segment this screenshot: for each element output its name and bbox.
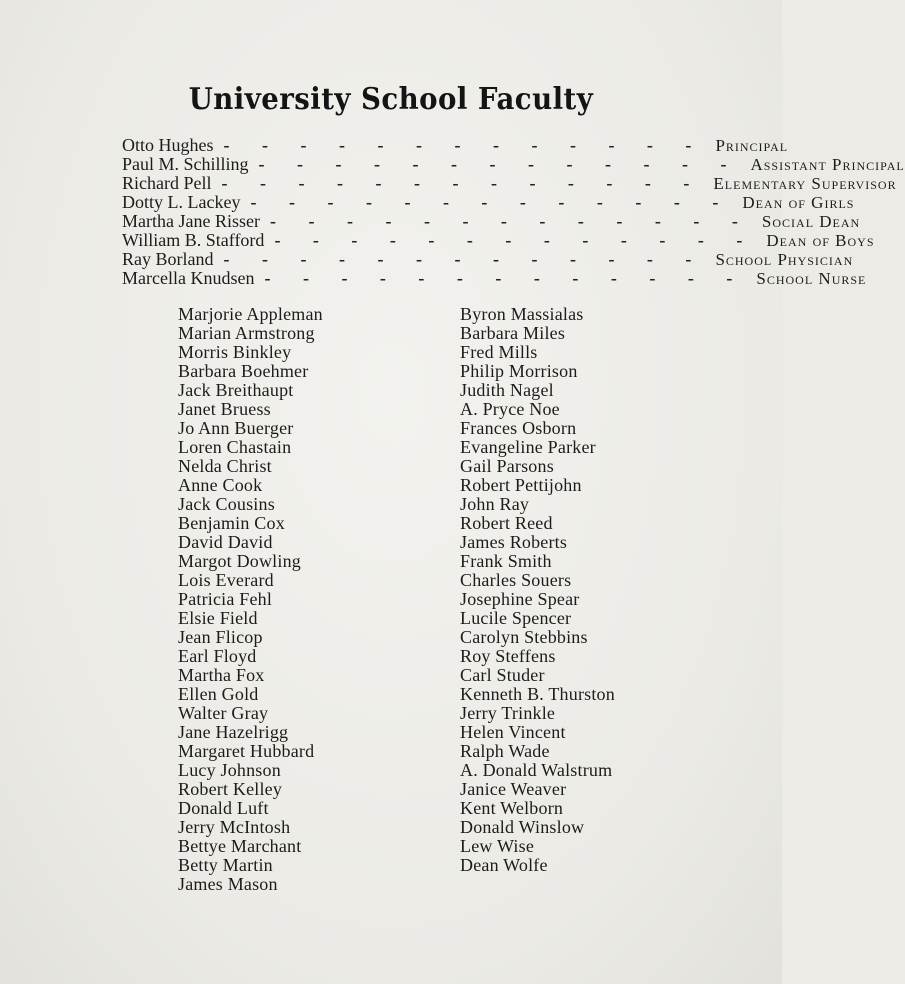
faculty-name: Loren Chastain [178, 437, 292, 457]
officer-name: Richard Pell [122, 173, 212, 193]
faculty-name: Janice Weaver [460, 779, 567, 799]
faculty-name: Patricia Fehl [178, 589, 273, 609]
faculty-name: James Mason [178, 874, 278, 894]
officer-role: Dean of Boys [766, 231, 875, 250]
faculty-name: Jack Breithaupt [178, 380, 294, 400]
officer-role: School Physician [715, 250, 854, 269]
faculty-name: Jack Cousins [178, 494, 275, 514]
faculty-name: Robert Reed [460, 513, 553, 533]
faculty-name: Anne Cook [178, 475, 263, 495]
faculty-name: Helen Vincent [460, 722, 566, 742]
officer-row [122, 154, 905, 174]
faculty-name: Frances Osborn [460, 418, 577, 438]
faculty-name: Lucile Spencer [460, 608, 572, 628]
dot-leader: - - - - - - - - - - - - - [221, 173, 704, 193]
faculty-name: Kent Welborn [460, 798, 564, 818]
faculty-name: Betty Martin [178, 855, 273, 875]
officer-role: Social Dean [761, 212, 861, 231]
officers-list [122, 135, 905, 288]
faculty-name: Charles Souers [460, 570, 572, 590]
faculty-name: Gail Parsons [460, 456, 554, 476]
faculty-name: Josephine Spear [460, 589, 580, 609]
faculty-column-right [460, 305, 615, 875]
faculty-name: Donald Luft [178, 798, 269, 818]
faculty-name: Nelda Christ [178, 456, 272, 476]
faculty-name: Evangeline Parker [460, 437, 596, 457]
dot-leader: - - - - - - - - - - - - - [274, 230, 757, 250]
faculty-name: Morris Binkley [178, 342, 292, 362]
faculty-name: Earl Floyd [178, 646, 257, 666]
faculty-name: A. Pryce Noe [460, 399, 560, 419]
officer-row [122, 192, 855, 212]
faculty-name: Robert Kelley [178, 779, 283, 799]
dot-leader: - - - - - - - - - - - - - [264, 268, 747, 288]
dot-leader: - - - - - - - - - - - - - [258, 154, 741, 174]
officer-role: Principal [715, 136, 789, 155]
officer-name: Otto Hughes [122, 135, 214, 155]
faculty-name: Margaret Hubbard [178, 741, 315, 761]
faculty-name: Donald Winslow [460, 817, 585, 837]
officer-name: Martha Jane Risser [122, 211, 260, 231]
faculty-name: Lucy Johnson [178, 760, 281, 780]
faculty-name: Ralph Wade [460, 741, 550, 761]
faculty-name: Ellen Gold [178, 684, 259, 704]
officer-name: Dotty L. Lackey [122, 192, 241, 212]
faculty-name: Jean Flicop [178, 627, 263, 647]
officer-row [122, 173, 897, 193]
officer-role: Dean of Girls [742, 193, 855, 212]
faculty-name: Fred Mills [460, 342, 538, 362]
dot-leader: - - - - - - - - - - - - - [223, 249, 706, 269]
faculty-name: Elsie Field [178, 608, 258, 628]
faculty-name: Marjorie Appleman [178, 304, 323, 324]
officer-name: Marcella Knudsen [122, 268, 255, 288]
faculty-name: Walter Gray [178, 703, 269, 723]
faculty-name: Roy Steffens [460, 646, 556, 666]
dot-leader: - - - - - - - - - - - - - [269, 211, 752, 231]
faculty-name: Kenneth B. Thurston [460, 684, 615, 704]
page-title: University School Faculty [188, 82, 594, 117]
officer-row [122, 230, 875, 250]
officer-name: William B. Stafford [122, 230, 265, 250]
faculty-name: Marian Armstrong [178, 323, 315, 343]
faculty-name: Dean Wolfe [460, 855, 548, 875]
faculty-name: Barbara Boehmer [178, 361, 309, 381]
faculty-name: A. Donald Walstrum [460, 760, 613, 780]
faculty-name: Carolyn Stebbins [460, 627, 588, 647]
faculty-name: James Roberts [460, 532, 568, 552]
faculty-name: Janet Bruess [178, 399, 271, 419]
faculty-name: Benjamin Cox [178, 513, 285, 533]
faculty-name: Carl Studer [460, 665, 545, 685]
faculty-column-left [178, 305, 323, 894]
faculty-name: David David [178, 532, 273, 552]
faculty-name: Barbara Miles [460, 323, 566, 343]
faculty-name: Jane Hazelrigg [178, 722, 289, 742]
faculty-name: Jerry McIntosh [178, 817, 291, 837]
officer-row [122, 249, 854, 269]
faculty-name: Robert Pettijohn [460, 475, 582, 495]
officer-role: Elementary Supervisor [713, 174, 897, 193]
faculty-name: Martha Fox [178, 665, 265, 685]
faculty-name: Lew Wise [460, 836, 535, 856]
faculty-name: Margot Dowling [178, 551, 301, 571]
officer-name: Ray Borland [122, 249, 214, 269]
dot-leader: - - - - - - - - - - - - - [250, 192, 733, 212]
faculty-name: Lois Everard [178, 570, 274, 590]
faculty-name: Jerry Trinkle [460, 703, 556, 723]
officer-row [122, 211, 861, 231]
officer-role: Assistant Principal [750, 155, 905, 174]
faculty-name: John Ray [460, 494, 530, 514]
officer-row [122, 268, 867, 288]
officer-name: Paul M. Schilling [122, 154, 249, 174]
faculty-name: Bettye Marchant [178, 836, 302, 856]
faculty-name: Judith Nagel [460, 380, 554, 400]
officer-row [122, 135, 789, 155]
dot-leader: - - - - - - - - - - - - - [223, 135, 706, 155]
officer-role: School Nurse [756, 269, 867, 288]
faculty-name: Frank Smith [460, 551, 552, 571]
faculty-name: Jo Ann Buerger [178, 418, 294, 438]
faculty-name: Philip Morrison [460, 361, 578, 381]
faculty-name: Byron Massialas [460, 304, 584, 324]
